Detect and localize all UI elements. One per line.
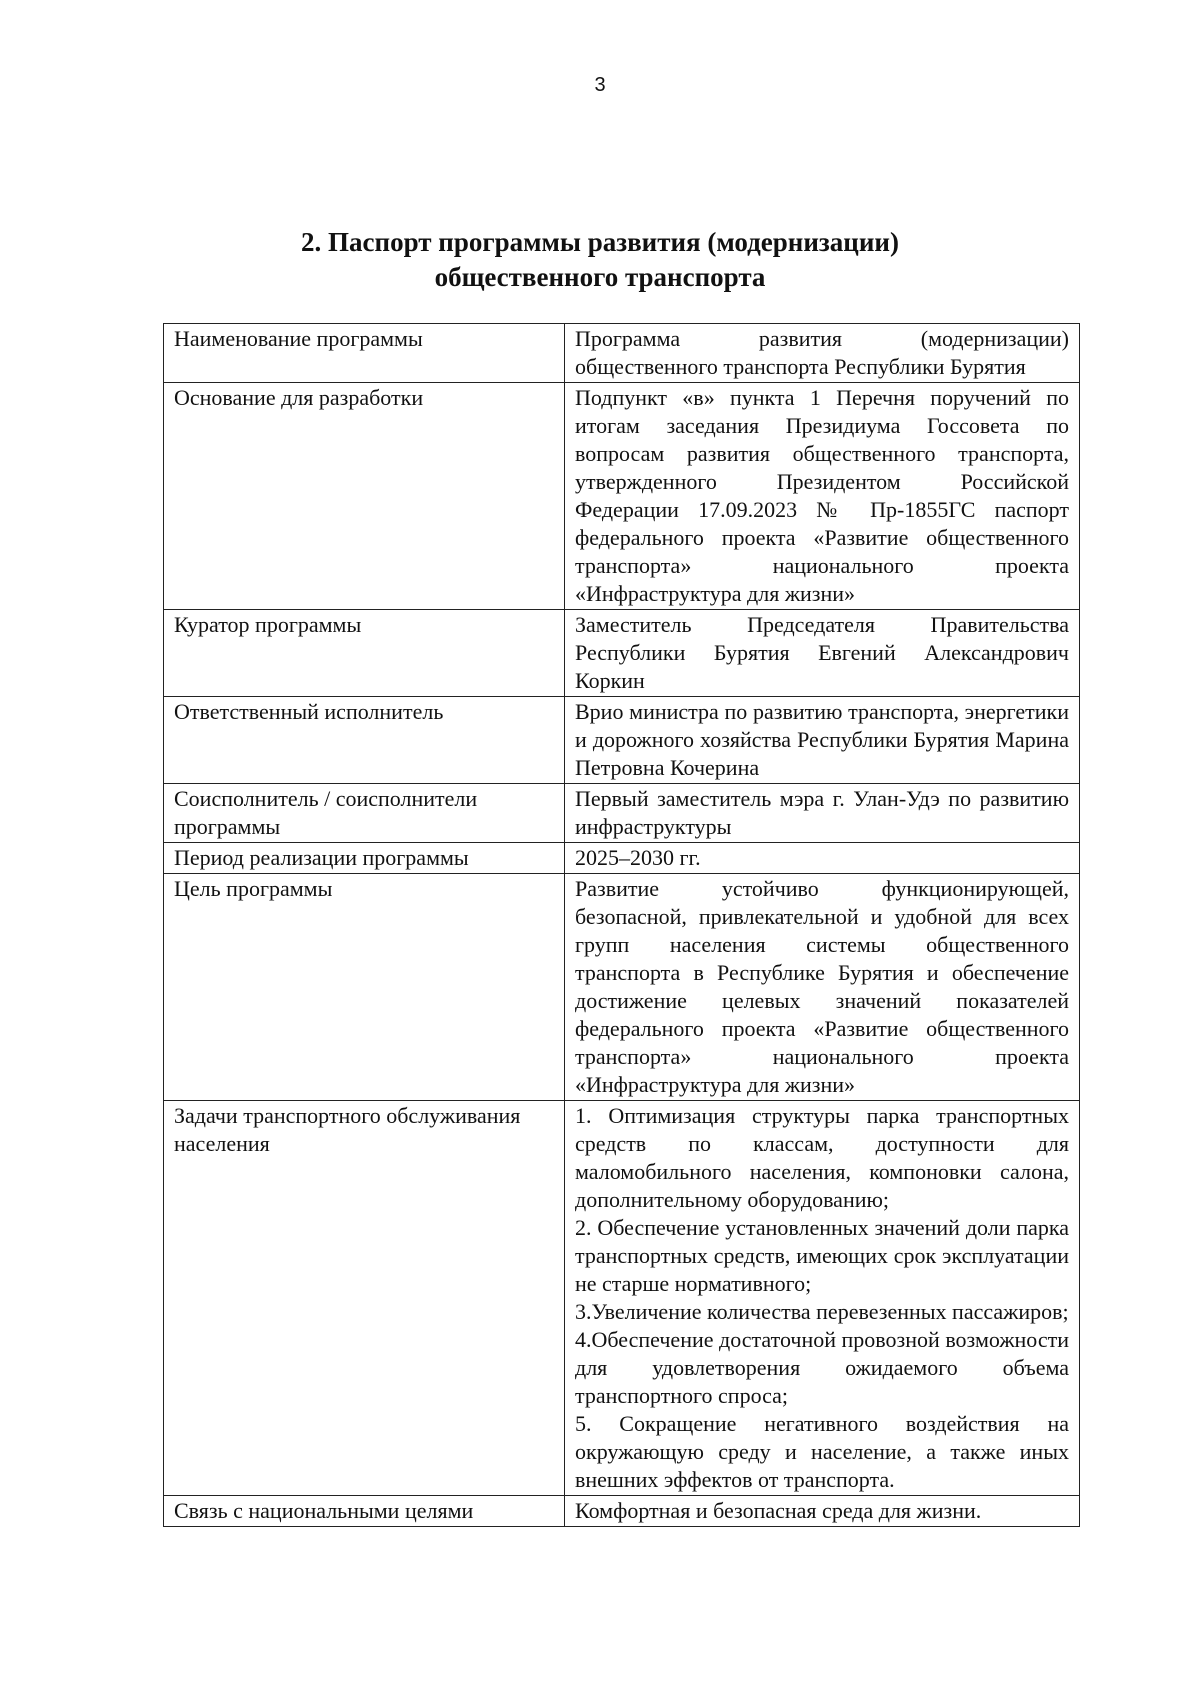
row-value-text: Заместитель Председателя Правительства Республики Бурятия Евгений Александрович Коркин xyxy=(575,612,1069,693)
row-value xyxy=(565,610,1080,697)
row-label: Соисполнитель / соисполнители программы xyxy=(164,784,565,843)
table-row xyxy=(164,610,1080,697)
task-item-1: 1. Оптимизация структуры парка транспортных средств по классам, доступности для маломобильного населения, компоновки салона, дополнительному оборудованию; xyxy=(575,1103,1069,1212)
table-row xyxy=(164,324,1080,383)
table-row xyxy=(164,874,1080,1101)
page-number: 3 xyxy=(594,74,606,96)
row-label: Связь с национальными целями xyxy=(164,1496,565,1527)
row-label: Куратор программы xyxy=(164,610,565,697)
row-value-text: Врио министра по развитию транспорта, энергетики и дорожного хозяйства Республики Бурятия Марина Петровна Кочерина xyxy=(575,699,1069,780)
title-line-1: 2. Паспорт программы развития (модернизации) xyxy=(301,227,899,257)
row-value xyxy=(565,843,1080,874)
row-value xyxy=(565,1496,1080,1527)
row-value-text: Развитие устойчиво функционирующей, безопасной, привлекательной и удобной для всех групп населения системы общественного транспорта в Республике Бурятия и обеспечение достижение целевых значений показателей федерального проекта «Развитие общественного транспорта» национального проекта «Инфраструктура для жизни» xyxy=(575,876,1069,1097)
row-value xyxy=(565,383,1080,610)
table-row xyxy=(164,784,1080,843)
row-value-text: Комфортная и безопасная среда для жизни. xyxy=(575,1498,982,1523)
task-item-2: 2. Обеспечение установленных значений доли парка транспортных средств, имеющих срок эксплуатации не старше нормативного; xyxy=(575,1215,1069,1296)
passport-table xyxy=(163,323,1080,1527)
title-line-2: общественного транспорта xyxy=(434,262,766,292)
row-label: Наименование программы xyxy=(164,324,565,383)
document-title xyxy=(0,225,1200,295)
row-label: Цель программы xyxy=(164,874,565,1101)
row-value xyxy=(565,784,1080,843)
row-value-text: Программа развития (модернизации) общественного транспорта Республики Бурятия xyxy=(575,326,1069,379)
table-row xyxy=(164,697,1080,784)
task-item-5: 5. Сокращение негативного воздействия на окружающую среду и население, а также иных внешних эффектов от транспорта. xyxy=(575,1411,1069,1492)
row-label: Задачи транспортного обслуживания населения xyxy=(164,1101,565,1496)
row-value-text: 2025–2030 гг. xyxy=(575,845,701,870)
row-value-text: Первый заместитель мэра г. Улан-Удэ по развитию инфраструктуры xyxy=(575,786,1069,839)
row-value xyxy=(565,1101,1080,1496)
row-label: Основание для разработки xyxy=(164,383,565,610)
table-row xyxy=(164,383,1080,610)
table-row xyxy=(164,1496,1080,1527)
row-label: Период реализации программы xyxy=(164,843,565,874)
table-row xyxy=(164,1101,1080,1496)
row-label: Ответственный исполнитель xyxy=(164,697,565,784)
row-value-text: Подпункт «в» пункта 1 Перечня поручений по итогам заседания Президиума Госсовета по вопросам развития общественного транспорта, утвержденного Президентом Российской Федерации 17.09.2023 № Пр-1855ГС паспорт федерального проекта «Развитие общественного транспорта» национального проекта «Инфраструктура для жизни» xyxy=(575,385,1069,606)
row-value xyxy=(565,324,1080,383)
task-item-3: 3.Увеличение количества перевезенных пассажиров; xyxy=(575,1299,1069,1324)
row-value xyxy=(565,874,1080,1101)
row-value xyxy=(565,697,1080,784)
table-row xyxy=(164,843,1080,874)
task-item-4: 4.Обеспечение достаточной провозной возможности для удовлетворения ожидаемого объема транспортного спроса; xyxy=(575,1327,1069,1408)
